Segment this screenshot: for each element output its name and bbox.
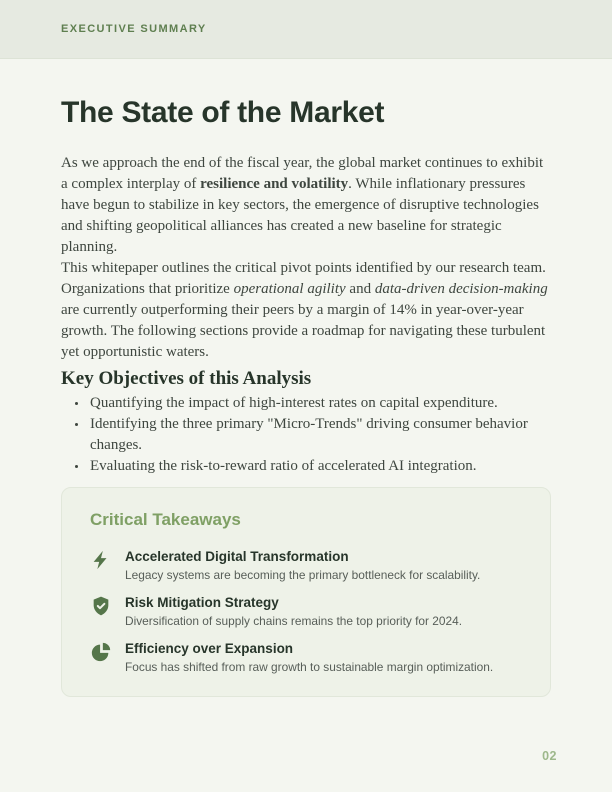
takeaway-body — [125, 594, 462, 628]
text-segment: As we approach the end of the fiscal year, the global market continues to exhibit a complex interplay of — [61, 155, 544, 192]
takeaway-title: Risk Mitigation Strategy — [125, 595, 279, 610]
text-segment: operational agility — [233, 281, 346, 297]
intro-paragraphs — [61, 153, 551, 363]
page-content — [0, 95, 612, 697]
objective-item: • Evaluating the risk-to-reward ratio of accelerated AI integration. — [88, 456, 551, 477]
text-segment: resilience and volatility — [200, 176, 349, 192]
section-eyebrow: EXECUTIVE SUMMARY — [61, 23, 207, 35]
takeaway-item — [90, 594, 522, 628]
page-number: 02 — [542, 749, 557, 763]
pie-chart-icon — [90, 641, 112, 663]
paragraph — [61, 153, 551, 258]
objective-item: • Quantifying the impact of high-interest rates on capital expenditure. — [88, 393, 551, 414]
takeaway-title: Accelerated Digital Transformation — [125, 549, 349, 564]
takeaway-description: Focus has shifted from raw growth to sustainable margin optimization. — [125, 660, 494, 674]
page-header — [0, 0, 612, 59]
takeaway-description: Diversification of supply chains remains the top priority for 2024. — [125, 614, 463, 628]
page-title: The State of the Market — [61, 96, 385, 129]
page-footer — [542, 749, 557, 763]
lightning-bolt-icon — [90, 549, 112, 571]
text-segment: . While inflationary pressures have begun to stabilize in key sectors, the emergence of disruptive technologies and shifting geopolitical alliances has created a new baseline for strategic planning. — [61, 176, 539, 255]
text-segment: This whitepaper outlines the critical pivot points identified by our research team. Organizations that prioritize — [61, 260, 546, 297]
takeaways-heading: Critical Takeaways — [90, 510, 241, 529]
takeaway-description: Legacy systems are becoming the primary bottleneck for scalability. — [125, 568, 481, 582]
paragraph — [61, 258, 551, 363]
takeaway-body — [125, 548, 480, 582]
objective-item: • Identifying the three primary "Micro-Trends" driving consumer behavior changes. — [88, 414, 551, 456]
text-segment: and — [345, 281, 375, 297]
takeaway-body — [125, 640, 493, 674]
text-segment: are currently outperforming their peers by a margin of 14% in year-over-year growth. The following sections provide a roadmap for navigating these turbulent yet opportunistic waters. — [61, 302, 546, 360]
objectives-heading: Key Objectives of this Analysis — [61, 368, 312, 389]
objectives-list — [61, 393, 551, 477]
shield-check-icon — [90, 595, 112, 617]
takeaways-card — [61, 487, 551, 697]
takeaway-item — [90, 548, 522, 582]
takeaway-title: Efficiency over Expansion — [125, 641, 294, 656]
takeaways-list — [90, 548, 522, 674]
text-segment: data-driven decision-making — [374, 281, 548, 297]
takeaway-item — [90, 640, 522, 674]
